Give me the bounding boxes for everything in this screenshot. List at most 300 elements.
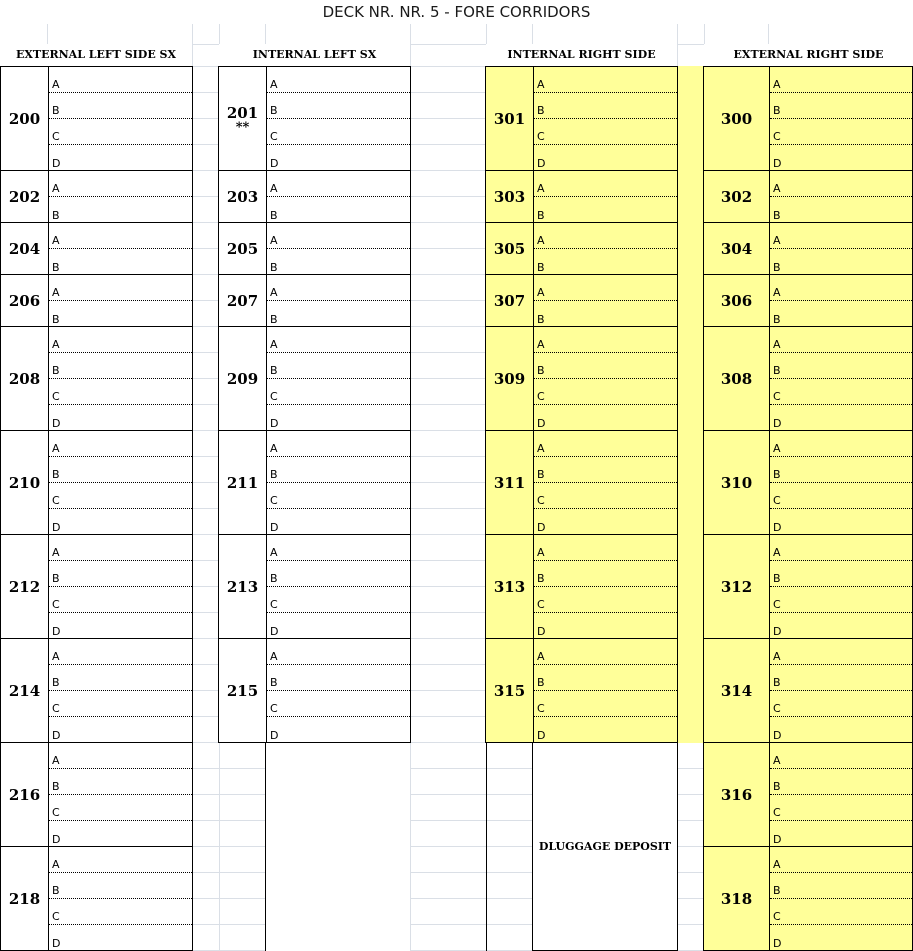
bed-slot[interactable] bbox=[267, 457, 410, 483]
bed-slot[interactable] bbox=[534, 613, 677, 639]
bed-slots bbox=[534, 327, 677, 430]
cabin-number bbox=[219, 275, 267, 326]
bed-slot[interactable] bbox=[770, 327, 912, 353]
bed-slot-letter: A bbox=[52, 650, 60, 663]
bed-slot[interactable] bbox=[49, 171, 192, 197]
cabin-number-label: 213 bbox=[226, 577, 259, 596]
cabin-211[interactable] bbox=[218, 430, 411, 535]
bed-slot[interactable] bbox=[770, 249, 912, 275]
bed-slot[interactable] bbox=[770, 275, 912, 301]
cabin-number-label: 200 bbox=[8, 109, 41, 128]
cabin-number-label: 315 bbox=[493, 681, 526, 700]
bed-slots bbox=[770, 535, 912, 638]
cabin-number-label: 312 bbox=[720, 577, 753, 596]
bed-slot[interactable] bbox=[49, 301, 192, 327]
cabin-number bbox=[704, 535, 770, 638]
bed-slot[interactable] bbox=[49, 691, 192, 717]
cabin-number-label: 304 bbox=[720, 239, 753, 258]
bed-slot-letter: A bbox=[537, 442, 545, 455]
cabin-number bbox=[486, 535, 534, 638]
bed-slots bbox=[534, 639, 677, 742]
bed-slots bbox=[267, 327, 410, 430]
bed-slot-letter: B bbox=[52, 261, 60, 274]
bed-slot[interactable] bbox=[267, 223, 410, 249]
bed-slot[interactable] bbox=[770, 535, 912, 561]
bed-slot[interactable] bbox=[770, 197, 912, 223]
cabin-218[interactable] bbox=[0, 846, 193, 951]
bed-slots bbox=[49, 743, 192, 846]
bed-slot[interactable] bbox=[534, 353, 677, 379]
bed-slot[interactable] bbox=[770, 587, 912, 613]
bed-slot[interactable] bbox=[267, 249, 410, 275]
cabin-208[interactable] bbox=[0, 326, 193, 431]
bed-slot[interactable] bbox=[267, 405, 410, 431]
bed-slot-letter: A bbox=[537, 546, 545, 559]
bed-slot[interactable] bbox=[267, 145, 410, 171]
bed-slot[interactable] bbox=[49, 509, 192, 535]
bed-slot[interactable] bbox=[770, 873, 912, 899]
bed-slot[interactable] bbox=[770, 353, 912, 379]
bed-slot-letter: A bbox=[52, 442, 60, 455]
cabin-216[interactable] bbox=[0, 742, 193, 847]
cabin-number-label: 209 bbox=[226, 369, 259, 388]
cabin-201[interactable] bbox=[218, 66, 411, 171]
bed-slot[interactable] bbox=[770, 795, 912, 821]
bed-slot-letter: B bbox=[52, 364, 60, 377]
bed-slots bbox=[770, 327, 912, 430]
bed-slots bbox=[534, 171, 677, 222]
cabin-306[interactable] bbox=[703, 274, 913, 327]
bed-slot[interactable] bbox=[49, 405, 192, 431]
luggage-deposit-area[interactable] bbox=[532, 742, 678, 951]
bed-slot[interactable] bbox=[770, 483, 912, 509]
bed-slot-letter: B bbox=[773, 468, 781, 481]
bed-slots bbox=[770, 275, 912, 326]
cabin-205[interactable] bbox=[218, 222, 411, 275]
bed-slots bbox=[770, 639, 912, 742]
bed-slots bbox=[49, 327, 192, 430]
cabin-305[interactable] bbox=[485, 222, 678, 275]
bed-slot[interactable] bbox=[534, 67, 677, 93]
bed-slot[interactable] bbox=[534, 717, 677, 743]
bed-slot[interactable] bbox=[534, 509, 677, 535]
bed-slot[interactable] bbox=[534, 457, 677, 483]
bed-slot[interactable] bbox=[534, 483, 677, 509]
cabin-300[interactable] bbox=[703, 66, 913, 171]
cabin-number bbox=[486, 171, 534, 222]
bed-slot[interactable] bbox=[770, 119, 912, 145]
bed-slot-letter: B bbox=[52, 676, 60, 689]
bed-slot[interactable] bbox=[770, 67, 912, 93]
cabin-215[interactable] bbox=[218, 638, 411, 743]
bed-slots bbox=[267, 535, 410, 638]
header-internal-right[interactable]: INTERNAL RIGHT SIDE bbox=[486, 44, 677, 66]
bed-slot[interactable] bbox=[770, 743, 912, 769]
bed-slot-letter: D bbox=[52, 729, 61, 742]
cabin-number bbox=[486, 327, 534, 430]
bed-slot[interactable] bbox=[267, 613, 410, 639]
bed-slot-letter: B bbox=[537, 209, 545, 222]
bed-slot[interactable] bbox=[534, 93, 677, 119]
cabin-303[interactable] bbox=[485, 170, 678, 223]
cabin-number-label: 303 bbox=[493, 187, 526, 206]
bed-slot[interactable] bbox=[770, 717, 912, 743]
bed-slot[interactable] bbox=[267, 275, 410, 301]
cabin-301[interactable] bbox=[485, 66, 678, 171]
cabin-203[interactable] bbox=[218, 170, 411, 223]
bed-slot[interactable] bbox=[49, 483, 192, 509]
internal-left-empty-area bbox=[266, 743, 410, 951]
bed-slots bbox=[267, 171, 410, 222]
cabin-number-label: 204 bbox=[8, 239, 41, 258]
bed-slot[interactable] bbox=[267, 483, 410, 509]
cabin-206[interactable] bbox=[0, 274, 193, 327]
header-internal-left[interactable]: INTERNAL LEFT SX bbox=[219, 44, 410, 66]
bed-slot-letter: D bbox=[270, 417, 279, 430]
cabin-number-label: 203 bbox=[226, 187, 259, 206]
cabin-number bbox=[704, 639, 770, 742]
bed-slot[interactable] bbox=[534, 119, 677, 145]
bed-slot[interactable] bbox=[49, 639, 192, 665]
bed-slot[interactable] bbox=[267, 171, 410, 197]
cabin-number-label: 306 bbox=[720, 291, 753, 310]
bed-slot-letter: A bbox=[52, 182, 60, 195]
bed-slot[interactable] bbox=[49, 899, 192, 925]
bed-slot[interactable] bbox=[770, 821, 912, 847]
bed-slot[interactable] bbox=[534, 301, 677, 327]
cabin-number bbox=[219, 171, 267, 222]
bed-slot[interactable] bbox=[770, 145, 912, 171]
bed-slot[interactable] bbox=[267, 509, 410, 535]
bed-slot-letter: A bbox=[773, 78, 781, 91]
cabin-number bbox=[219, 639, 267, 742]
cabin-213[interactable] bbox=[218, 534, 411, 639]
bed-slot-letter: C bbox=[773, 390, 781, 403]
cabin-307[interactable] bbox=[485, 274, 678, 327]
bed-slot[interactable] bbox=[770, 509, 912, 535]
bed-slot[interactable] bbox=[770, 847, 912, 873]
bed-slot-letter: C bbox=[52, 494, 60, 507]
bed-slot-letter: C bbox=[52, 806, 60, 819]
bed-slot-letter: A bbox=[270, 182, 278, 195]
bed-slot[interactable] bbox=[267, 67, 410, 93]
bed-slot[interactable] bbox=[267, 639, 410, 665]
cabin-number-label: 300 bbox=[720, 109, 753, 128]
bed-slot[interactable] bbox=[49, 587, 192, 613]
cabin-number bbox=[1, 327, 49, 430]
bed-slots bbox=[534, 431, 677, 534]
bed-slot[interactable] bbox=[770, 665, 912, 691]
bed-slot[interactable] bbox=[770, 301, 912, 327]
cabin-number-label: 318 bbox=[720, 889, 753, 908]
cabin-316[interactable] bbox=[703, 742, 913, 847]
bed-slot[interactable] bbox=[49, 717, 192, 743]
bed-slot[interactable] bbox=[267, 327, 410, 353]
bed-slot[interactable] bbox=[49, 613, 192, 639]
bed-slot-letter: A bbox=[270, 338, 278, 351]
bed-slot[interactable] bbox=[49, 249, 192, 275]
cabin-304[interactable] bbox=[703, 222, 913, 275]
bed-slot-letter: B bbox=[773, 209, 781, 222]
bed-slot[interactable] bbox=[534, 327, 677, 353]
bed-slot[interactable] bbox=[534, 223, 677, 249]
cabin-number-label: 316 bbox=[720, 785, 753, 804]
bed-slot-letter: B bbox=[537, 104, 545, 117]
bed-slot-letter: C bbox=[773, 806, 781, 819]
cabin-number bbox=[1, 275, 49, 326]
bed-slot-letter: A bbox=[52, 286, 60, 299]
bed-slot[interactable] bbox=[267, 197, 410, 223]
bed-slots bbox=[770, 847, 912, 950]
bed-slot[interactable] bbox=[49, 197, 192, 223]
bed-slot-letter: D bbox=[270, 521, 279, 534]
bed-slot-letter: A bbox=[270, 442, 278, 455]
bed-slot[interactable] bbox=[534, 665, 677, 691]
bed-slot[interactable] bbox=[267, 535, 410, 561]
bed-slot-letter: A bbox=[537, 650, 545, 663]
bed-slot[interactable] bbox=[49, 145, 192, 171]
bed-slots bbox=[770, 431, 912, 534]
header-external-right[interactable]: EXTERNAL RIGHT SIDE bbox=[704, 44, 913, 66]
cabin-210[interactable] bbox=[0, 430, 193, 535]
bed-slot[interactable] bbox=[49, 119, 192, 145]
cabin-209[interactable] bbox=[218, 326, 411, 431]
bed-slot-letter: D bbox=[270, 157, 279, 170]
bed-slot-letter: A bbox=[773, 442, 781, 455]
bed-slot-letter: D bbox=[270, 729, 279, 742]
bed-slot[interactable] bbox=[267, 353, 410, 379]
bed-slot[interactable] bbox=[267, 119, 410, 145]
bed-slot[interactable] bbox=[770, 379, 912, 405]
cabin-207[interactable] bbox=[218, 274, 411, 327]
bed-slot-letter: D bbox=[537, 625, 546, 638]
bed-slot[interactable] bbox=[267, 301, 410, 327]
bed-slot-letter: A bbox=[270, 546, 278, 559]
bed-slot-letter: C bbox=[52, 390, 60, 403]
bed-slot-letter: D bbox=[773, 937, 782, 950]
bed-slot[interactable] bbox=[770, 93, 912, 119]
bed-slot-letter: B bbox=[270, 468, 278, 481]
cabin-310[interactable] bbox=[703, 430, 913, 535]
cabin-308[interactable] bbox=[703, 326, 913, 431]
cabin-302[interactable] bbox=[703, 170, 913, 223]
bed-slots bbox=[770, 67, 912, 170]
cabin-314[interactable] bbox=[703, 638, 913, 743]
cabin-number-label: 202 bbox=[8, 187, 41, 206]
bed-slot[interactable] bbox=[534, 405, 677, 431]
cabin-number bbox=[1, 431, 49, 534]
cabin-202[interactable] bbox=[0, 170, 193, 223]
bed-slot[interactable] bbox=[267, 665, 410, 691]
bed-slot[interactable] bbox=[770, 899, 912, 925]
cabin-214[interactable] bbox=[0, 638, 193, 743]
bed-slot[interactable] bbox=[267, 93, 410, 119]
bed-slot-letter: D bbox=[52, 937, 61, 950]
bed-slot[interactable] bbox=[49, 873, 192, 899]
bed-slot[interactable] bbox=[534, 171, 677, 197]
bed-slot[interactable] bbox=[770, 769, 912, 795]
cabin-number-label: 307 bbox=[493, 291, 526, 310]
bed-slot[interactable] bbox=[267, 717, 410, 743]
cabin-number-label: 216 bbox=[8, 785, 41, 804]
bed-slot[interactable] bbox=[534, 535, 677, 561]
bed-slot[interactable] bbox=[770, 457, 912, 483]
internal-left-divider bbox=[265, 743, 266, 951]
bed-slot-letter: A bbox=[773, 182, 781, 195]
bed-slot[interactable] bbox=[770, 691, 912, 717]
bed-slot[interactable] bbox=[49, 223, 192, 249]
bed-slot-letter: B bbox=[773, 364, 781, 377]
cabin-number bbox=[704, 327, 770, 430]
bed-slot[interactable] bbox=[49, 769, 192, 795]
bed-slots bbox=[49, 171, 192, 222]
bed-slots bbox=[49, 639, 192, 742]
bed-slot[interactable] bbox=[534, 561, 677, 587]
bed-slots bbox=[267, 67, 410, 170]
bed-slot[interactable] bbox=[49, 431, 192, 457]
bed-slot-letter: C bbox=[52, 598, 60, 611]
bed-slot[interactable] bbox=[49, 457, 192, 483]
cabin-number bbox=[704, 743, 770, 846]
bed-slot[interactable] bbox=[267, 561, 410, 587]
bed-slots bbox=[49, 431, 192, 534]
bed-slot[interactable] bbox=[534, 587, 677, 613]
bed-slot-letter: B bbox=[537, 364, 545, 377]
bed-slot[interactable] bbox=[770, 405, 912, 431]
cabin-number bbox=[1, 847, 49, 950]
cabin-number-label: 206 bbox=[8, 291, 41, 310]
cabin-number bbox=[219, 327, 267, 430]
bed-slot-letter: B bbox=[270, 104, 278, 117]
cabin-number-label: 212 bbox=[8, 577, 41, 596]
bed-slot[interactable] bbox=[49, 535, 192, 561]
bed-slot[interactable] bbox=[770, 925, 912, 951]
bed-slot-letter: B bbox=[270, 364, 278, 377]
cabin-number-label: 301 bbox=[493, 109, 526, 128]
cabin-number bbox=[219, 67, 267, 170]
bed-slot[interactable] bbox=[49, 93, 192, 119]
sheet-title[interactable]: DECK NR. NR. 5 - FORE CORRIDORS bbox=[0, 0, 913, 24]
bed-slots bbox=[534, 223, 677, 274]
bed-slot[interactable] bbox=[49, 379, 192, 405]
bed-slot-letter: B bbox=[537, 468, 545, 481]
bed-slots bbox=[770, 171, 912, 222]
cabin-200[interactable] bbox=[0, 66, 193, 171]
cabin-315[interactable] bbox=[485, 638, 678, 743]
bed-slot[interactable] bbox=[49, 795, 192, 821]
bed-slot-letter: B bbox=[52, 780, 60, 793]
bed-slot-letter: B bbox=[52, 104, 60, 117]
bed-slot-letter: C bbox=[773, 598, 781, 611]
bed-slot-letter: D bbox=[52, 833, 61, 846]
bed-slot[interactable] bbox=[267, 691, 410, 717]
bed-slot-letter: C bbox=[270, 130, 278, 143]
cabin-number-label: 305 bbox=[493, 239, 526, 258]
bed-slot[interactable] bbox=[267, 587, 410, 613]
bed-slot-letter: C bbox=[773, 130, 781, 143]
cabin-number-label: 205 bbox=[226, 239, 259, 258]
bed-slot-letter: D bbox=[52, 625, 61, 638]
cabin-number-label: 302 bbox=[720, 187, 753, 206]
bed-slot-letter: C bbox=[773, 910, 781, 923]
bed-slot[interactable] bbox=[534, 639, 677, 665]
cabin-number-label: 314 bbox=[720, 681, 753, 700]
bed-slot-letter: D bbox=[537, 729, 546, 742]
bed-slot[interactable] bbox=[770, 639, 912, 665]
bed-slot[interactable] bbox=[49, 821, 192, 847]
bed-slot[interactable] bbox=[49, 925, 192, 951]
bed-slot[interactable] bbox=[534, 379, 677, 405]
cabin-313[interactable] bbox=[485, 534, 678, 639]
bed-slot[interactable] bbox=[770, 223, 912, 249]
bed-slot-letter: C bbox=[537, 390, 545, 403]
bed-slot[interactable] bbox=[534, 691, 677, 717]
bed-slot-letter: B bbox=[537, 261, 545, 274]
bed-slot-letter: C bbox=[270, 702, 278, 715]
bed-slot[interactable] bbox=[49, 327, 192, 353]
bed-slot[interactable] bbox=[49, 67, 192, 93]
bed-slot-letter: A bbox=[773, 286, 781, 299]
bed-slot-letter: C bbox=[270, 390, 278, 403]
cabin-number bbox=[704, 847, 770, 950]
bed-slots bbox=[267, 431, 410, 534]
bed-slot-letter: C bbox=[52, 910, 60, 923]
bed-slot-letter: D bbox=[52, 157, 61, 170]
bed-slot-letter: A bbox=[52, 78, 60, 91]
cabin-212[interactable] bbox=[0, 534, 193, 639]
bed-slot-letter: A bbox=[537, 78, 545, 91]
cabin-number-label: 308 bbox=[720, 369, 753, 388]
internal-right-left-edge bbox=[486, 743, 487, 951]
cabin-309[interactable] bbox=[485, 326, 678, 431]
header-external-left[interactable]: EXTERNAL LEFT SIDE SX bbox=[0, 44, 192, 66]
bed-slot[interactable] bbox=[534, 197, 677, 223]
bed-slot-letter: A bbox=[52, 858, 60, 871]
cabin-311[interactable] bbox=[485, 430, 678, 535]
cabin-318[interactable] bbox=[703, 846, 913, 951]
bed-slot[interactable] bbox=[770, 171, 912, 197]
bed-slot[interactable] bbox=[534, 249, 677, 275]
bed-slot[interactable] bbox=[534, 275, 677, 301]
cabin-312[interactable] bbox=[703, 534, 913, 639]
bed-slot-letter: D bbox=[773, 417, 782, 430]
bed-slot[interactable] bbox=[534, 431, 677, 457]
bed-slot[interactable] bbox=[49, 743, 192, 769]
bed-slots bbox=[534, 275, 677, 326]
bed-slot-letter: B bbox=[52, 209, 60, 222]
bed-slot-letter: A bbox=[773, 650, 781, 663]
bed-slot-letter: B bbox=[773, 572, 781, 585]
bed-slot-letter: B bbox=[270, 572, 278, 585]
cabin-number bbox=[219, 431, 267, 534]
bed-slot[interactable] bbox=[534, 145, 677, 171]
bed-slot[interactable] bbox=[49, 353, 192, 379]
bed-slot[interactable] bbox=[49, 665, 192, 691]
bed-slot[interactable] bbox=[267, 431, 410, 457]
bed-slot[interactable] bbox=[770, 561, 912, 587]
bed-slots bbox=[49, 275, 192, 326]
bed-slot[interactable] bbox=[49, 561, 192, 587]
bed-slot[interactable] bbox=[770, 431, 912, 457]
cabin-204[interactable] bbox=[0, 222, 193, 275]
bed-slot[interactable] bbox=[267, 379, 410, 405]
bed-slot[interactable] bbox=[49, 275, 192, 301]
bed-slot[interactable] bbox=[49, 847, 192, 873]
bed-slot[interactable] bbox=[770, 613, 912, 639]
bed-slot-letter: B bbox=[52, 468, 60, 481]
cabin-number-label: 201 bbox=[226, 103, 259, 122]
cabin-number bbox=[704, 223, 770, 274]
